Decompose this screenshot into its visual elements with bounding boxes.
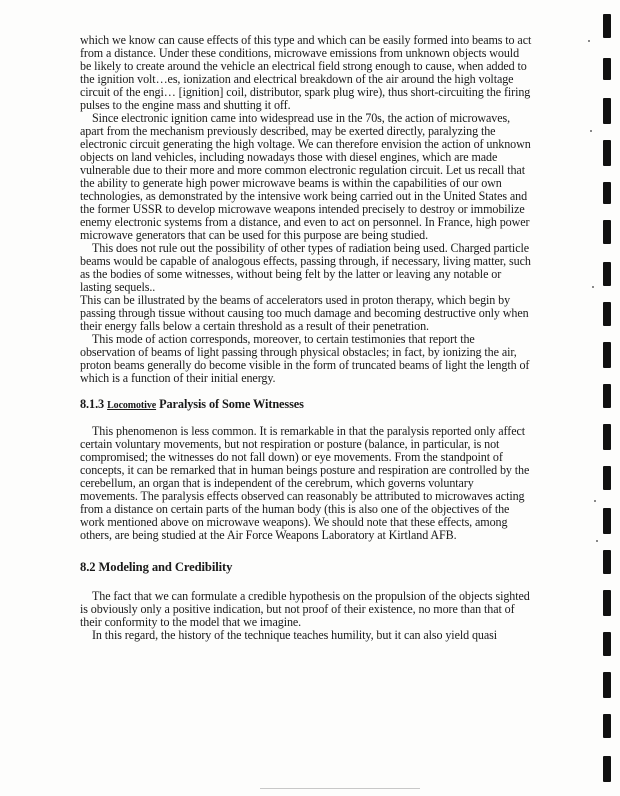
section-number: 8.1.3	[80, 397, 105, 411]
binder-hole-mark	[603, 714, 611, 738]
paragraph-credible-hypothesis: The fact that we can formulate a credible hypothesis on the propulsion of the objects sighted is obviously only a positive indication, but not proof of their existence, no more than that of their conformity to the model that we imagine.	[80, 589, 530, 629]
paragraph-proton-therapy: This can be illustrated by the beams of accelerators used in proton therapy, which begin by passing through tissue without causing too much damage and becoming destructive only when their energy falls below a certain threshold as a result of their penetration.	[80, 293, 529, 333]
binder-hole-mark	[603, 182, 611, 204]
section-heading-8-2: 8.2 Modeling and Credibility	[80, 560, 233, 574]
binder-hole-mark	[603, 590, 611, 616]
section-heading-8-1-3	[80, 397, 532, 413]
section-underlined-word: Locomotive	[107, 400, 157, 411]
binder-hole-mark	[603, 508, 611, 534]
binder-hole-mark	[603, 424, 611, 450]
binder-hole-mark	[603, 58, 611, 80]
binder-hole-mark	[603, 302, 611, 326]
section-title-rest: Paralysis of Some Witnesses	[159, 397, 304, 411]
paragraph-microwave-field: which we know can cause effects of this type and which can be easily formed into beams to act from a distance. Under these conditions, microwave emissions from unknown objects would be likely to create around the vehicle an electrical field strong enough to cause, when added to the ignition volt…es, ionization and electrical breakdown of the air around the high voltage circuit of the engi… [ignition] coil, distributor, spark plug wire), thus short-circuiting the firing pulses to the engine mass and shutting it off.	[80, 33, 532, 112]
binder-hole-mark	[603, 220, 611, 244]
binder-hole-mark	[603, 756, 611, 782]
binder-hole-mark	[603, 632, 611, 656]
binder-hole-strip	[600, 0, 620, 796]
document-body	[80, 34, 532, 642]
paragraph-light-beams: This mode of action corresponds, moreover, to certain testimonies that report the observation of beams of light passing through physical obstacles; in fact, by ionizing the air, proton beams generally do become visible in the form of truncated beams of light the length of which is a function of their initial energy.	[80, 332, 530, 385]
binder-hole-mark	[603, 550, 611, 574]
binder-hole-mark	[603, 466, 611, 490]
scan-speck	[596, 540, 598, 542]
binder-hole-mark	[603, 672, 611, 698]
binder-hole-mark	[603, 384, 611, 408]
binder-hole-mark	[603, 14, 611, 38]
scan-speck	[592, 286, 594, 288]
scan-speck	[590, 130, 592, 132]
binder-hole-mark	[603, 342, 611, 368]
scan-speck	[588, 40, 590, 42]
paragraph-history-technique: In this regard, the history of the technique teaches humility, but it can also yield quasi	[92, 628, 497, 642]
paragraph-paralysis: This phenomenon is less common. It is remarkable in that the paralysis reported only affect certain voluntary movements, but not respiration or posture (balance, in particular, is not compromised; the witnesses do not fall down) or eye movements. From the standpoint of concepts, it can be remarked that in human beings posture and respiration are controlled by the cerebellum, an organ that is independent of the cerebrum, which governs voluntary movements. The paralysis effects observed can reasonably be attributed to microwaves acting from a distance on certain parts of the human body (this is also one of the objectives of the work mentioned above on microwave weapons). We should note that these effects, among others, are being studied at the Air Force Weapons Laboratory at Kirtland AFB.	[80, 424, 530, 542]
paragraph-electronic-ignition: Since electronic ignition came into widespread use in the 70s, the action of microwaves, apart from the mechanism previously described, may be exerted directly, paralyzing the electronic circuit generating the high voltage. We can therefore envision the action of unknown objects on land vehicles, including nowadays those with diesel engines, which are made vulnerable due to their more and more common electronic regulation circuit. Let us recall that the ability to generate high power microwave beams is within the capabilities of our own technologies, as demonstrated by the intensive work being carried out in the United States and the former USSR to develop microwave weapons intended precisely to destroy or immobilize enemy electronic systems from a distance, and even to act on personnel. In France, high power microwave generators that can be used for this purpose are being studied.	[80, 111, 531, 242]
scan-edge-line	[260, 788, 420, 789]
binder-hole-mark	[603, 140, 611, 166]
paragraph-other-radiation: This does not rule out the possibility of other types of radiation being used. Charged particle beams would be capable of analogous effects, passing through, if necessary, living matter, such as the bodies of some witnesses, without being felt by the latter or leaving any notable or lasting sequels..	[80, 241, 531, 294]
binder-hole-mark	[603, 98, 611, 124]
scan-speck	[594, 500, 596, 502]
binder-hole-mark	[603, 262, 611, 286]
